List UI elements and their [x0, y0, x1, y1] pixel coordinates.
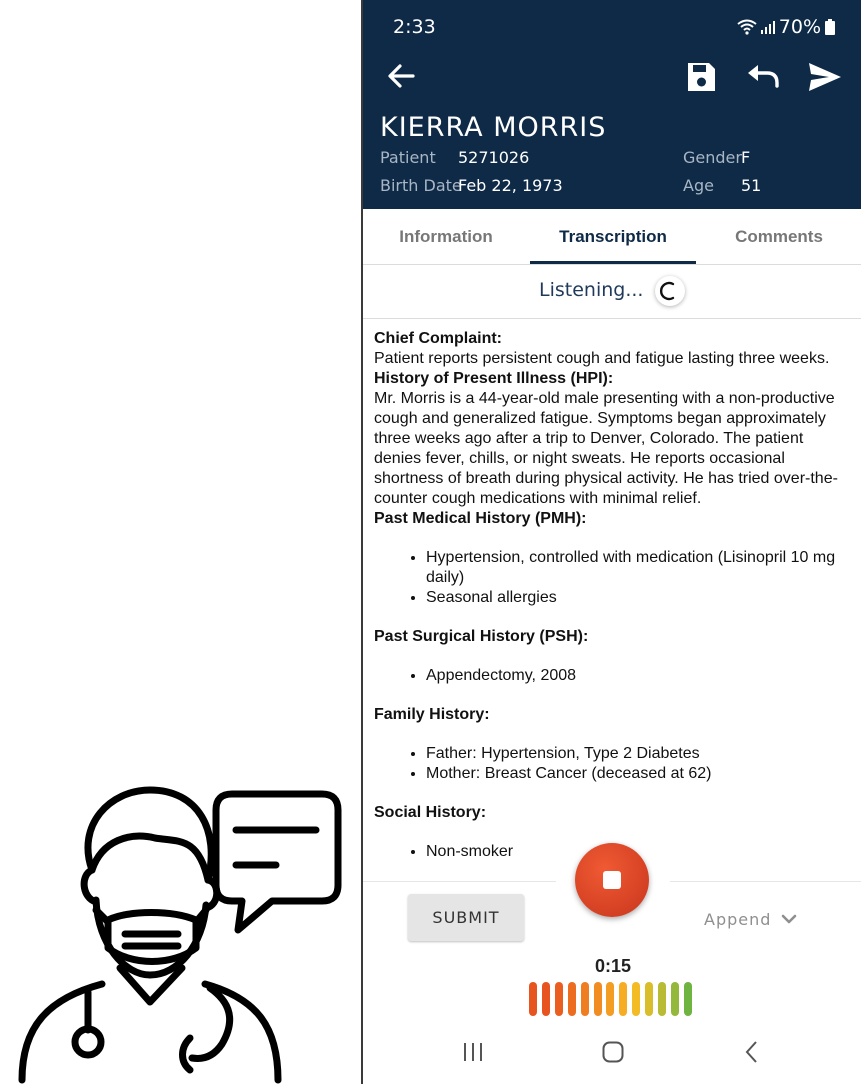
meter-bar — [555, 982, 563, 1016]
undo-icon[interactable] — [745, 62, 781, 92]
section-heading-chief-complaint: Chief Complaint: — [374, 330, 502, 347]
meter-bar — [568, 982, 576, 1016]
list-item: • Appendectomy, 2008 — [426, 666, 854, 686]
birth-date: Feb 22, 1973 — [458, 176, 563, 195]
pmh-list — [374, 548, 854, 608]
submit-button[interactable]: SUBMIT — [408, 894, 524, 941]
recent-apps-icon[interactable] — [461, 1040, 485, 1064]
append-label: Append — [704, 909, 772, 929]
battery-percent: 70% — [778, 16, 821, 38]
gender-label: Gender — [683, 148, 742, 167]
tab-comments[interactable]: Comments — [735, 227, 823, 246]
list-item: • Mother: Breast Cancer (deceased at 62) — [426, 764, 854, 784]
meter-bar — [606, 982, 614, 1016]
doctor-illustration — [0, 770, 350, 1084]
meter-bar — [658, 982, 666, 1016]
age-value: 51 — [741, 176, 762, 195]
section-heading-psh: Past Surgical History (PSH): — [374, 628, 589, 645]
section-heading-social-history: Social History: — [374, 804, 487, 821]
listening-text: Listening... — [539, 279, 644, 301]
tab-transcription[interactable]: Transcription — [530, 209, 696, 264]
send-icon[interactable] — [807, 60, 843, 94]
tab-information[interactable]: Information — [399, 227, 493, 246]
back-nav-icon[interactable] — [741, 1040, 765, 1064]
list-item: • Non-smoker — [426, 842, 854, 862]
meter-bar — [581, 982, 589, 1016]
meter-bar — [684, 982, 692, 1016]
meter-bar — [529, 982, 537, 1016]
section-heading-hpi: History of Present Illness (HPI): — [374, 370, 614, 387]
list-item: • Father: Hypertension, Type 2 Diabetes — [426, 744, 854, 764]
birth-date-label: Birth Date — [380, 176, 462, 195]
save-icon[interactable] — [685, 60, 717, 94]
hpi-text: Mr. Morris is a 44-year-old male presenting with a non-productive cough and generalized fatigue. Symptoms began approximately three weeks ago after a trip to Denver, Colorado. The patient denies fever, chills, or night sweats. He reports occasional shortness of breath during physical activity. He has tried over-the-counter cough medications with minimal relief. — [374, 390, 838, 507]
section-heading-family-history: Family History: — [374, 706, 490, 723]
tab-bar — [363, 209, 861, 265]
age-label: Age — [683, 176, 714, 195]
app-header — [363, 0, 861, 209]
stop-icon — [603, 871, 621, 889]
audio-level-meter — [529, 982, 697, 1016]
gender-value: F — [741, 148, 751, 167]
status-time: 2:33 — [393, 16, 436, 38]
status-indicators — [737, 16, 835, 38]
chevron-down-icon — [781, 913, 797, 925]
chief-complaint-text: Patient reports persistent cough and fatigue lasting three weeks. — [374, 350, 830, 367]
list-item: • Seasonal allergies — [426, 588, 854, 608]
loading-spinner-icon — [655, 276, 685, 306]
home-icon[interactable] — [601, 1040, 625, 1064]
patient-label: Patient — [380, 148, 436, 167]
battery-icon — [825, 19, 835, 35]
patient-id: 5271026 — [458, 148, 530, 167]
transcription-text — [374, 329, 854, 881]
append-dropdown[interactable] — [704, 906, 797, 932]
patient-name: KIERRA MORRIS — [380, 112, 607, 143]
meter-bar — [632, 982, 640, 1016]
stop-recording-button[interactable] — [575, 843, 649, 917]
meter-bar — [542, 982, 550, 1016]
meter-bar — [619, 982, 627, 1016]
list-item: • Hypertension, controlled with medication (Lisinopril 10 mg daily) — [426, 548, 854, 588]
meter-bar — [645, 982, 653, 1016]
signal-icon — [761, 20, 775, 34]
system-nav-bar — [363, 1030, 861, 1084]
psh-list — [374, 666, 854, 686]
wifi-icon — [737, 19, 757, 35]
meter-bar — [671, 982, 679, 1016]
phone-screen — [361, 0, 861, 1084]
family-history-list — [374, 744, 854, 784]
recording-timer: 0:15 — [594, 956, 632, 976]
back-arrow-icon[interactable] — [385, 58, 417, 94]
section-heading-pmh: Past Medical History (PMH): — [374, 510, 587, 527]
meter-bar — [594, 982, 602, 1016]
listening-status — [363, 265, 861, 319]
